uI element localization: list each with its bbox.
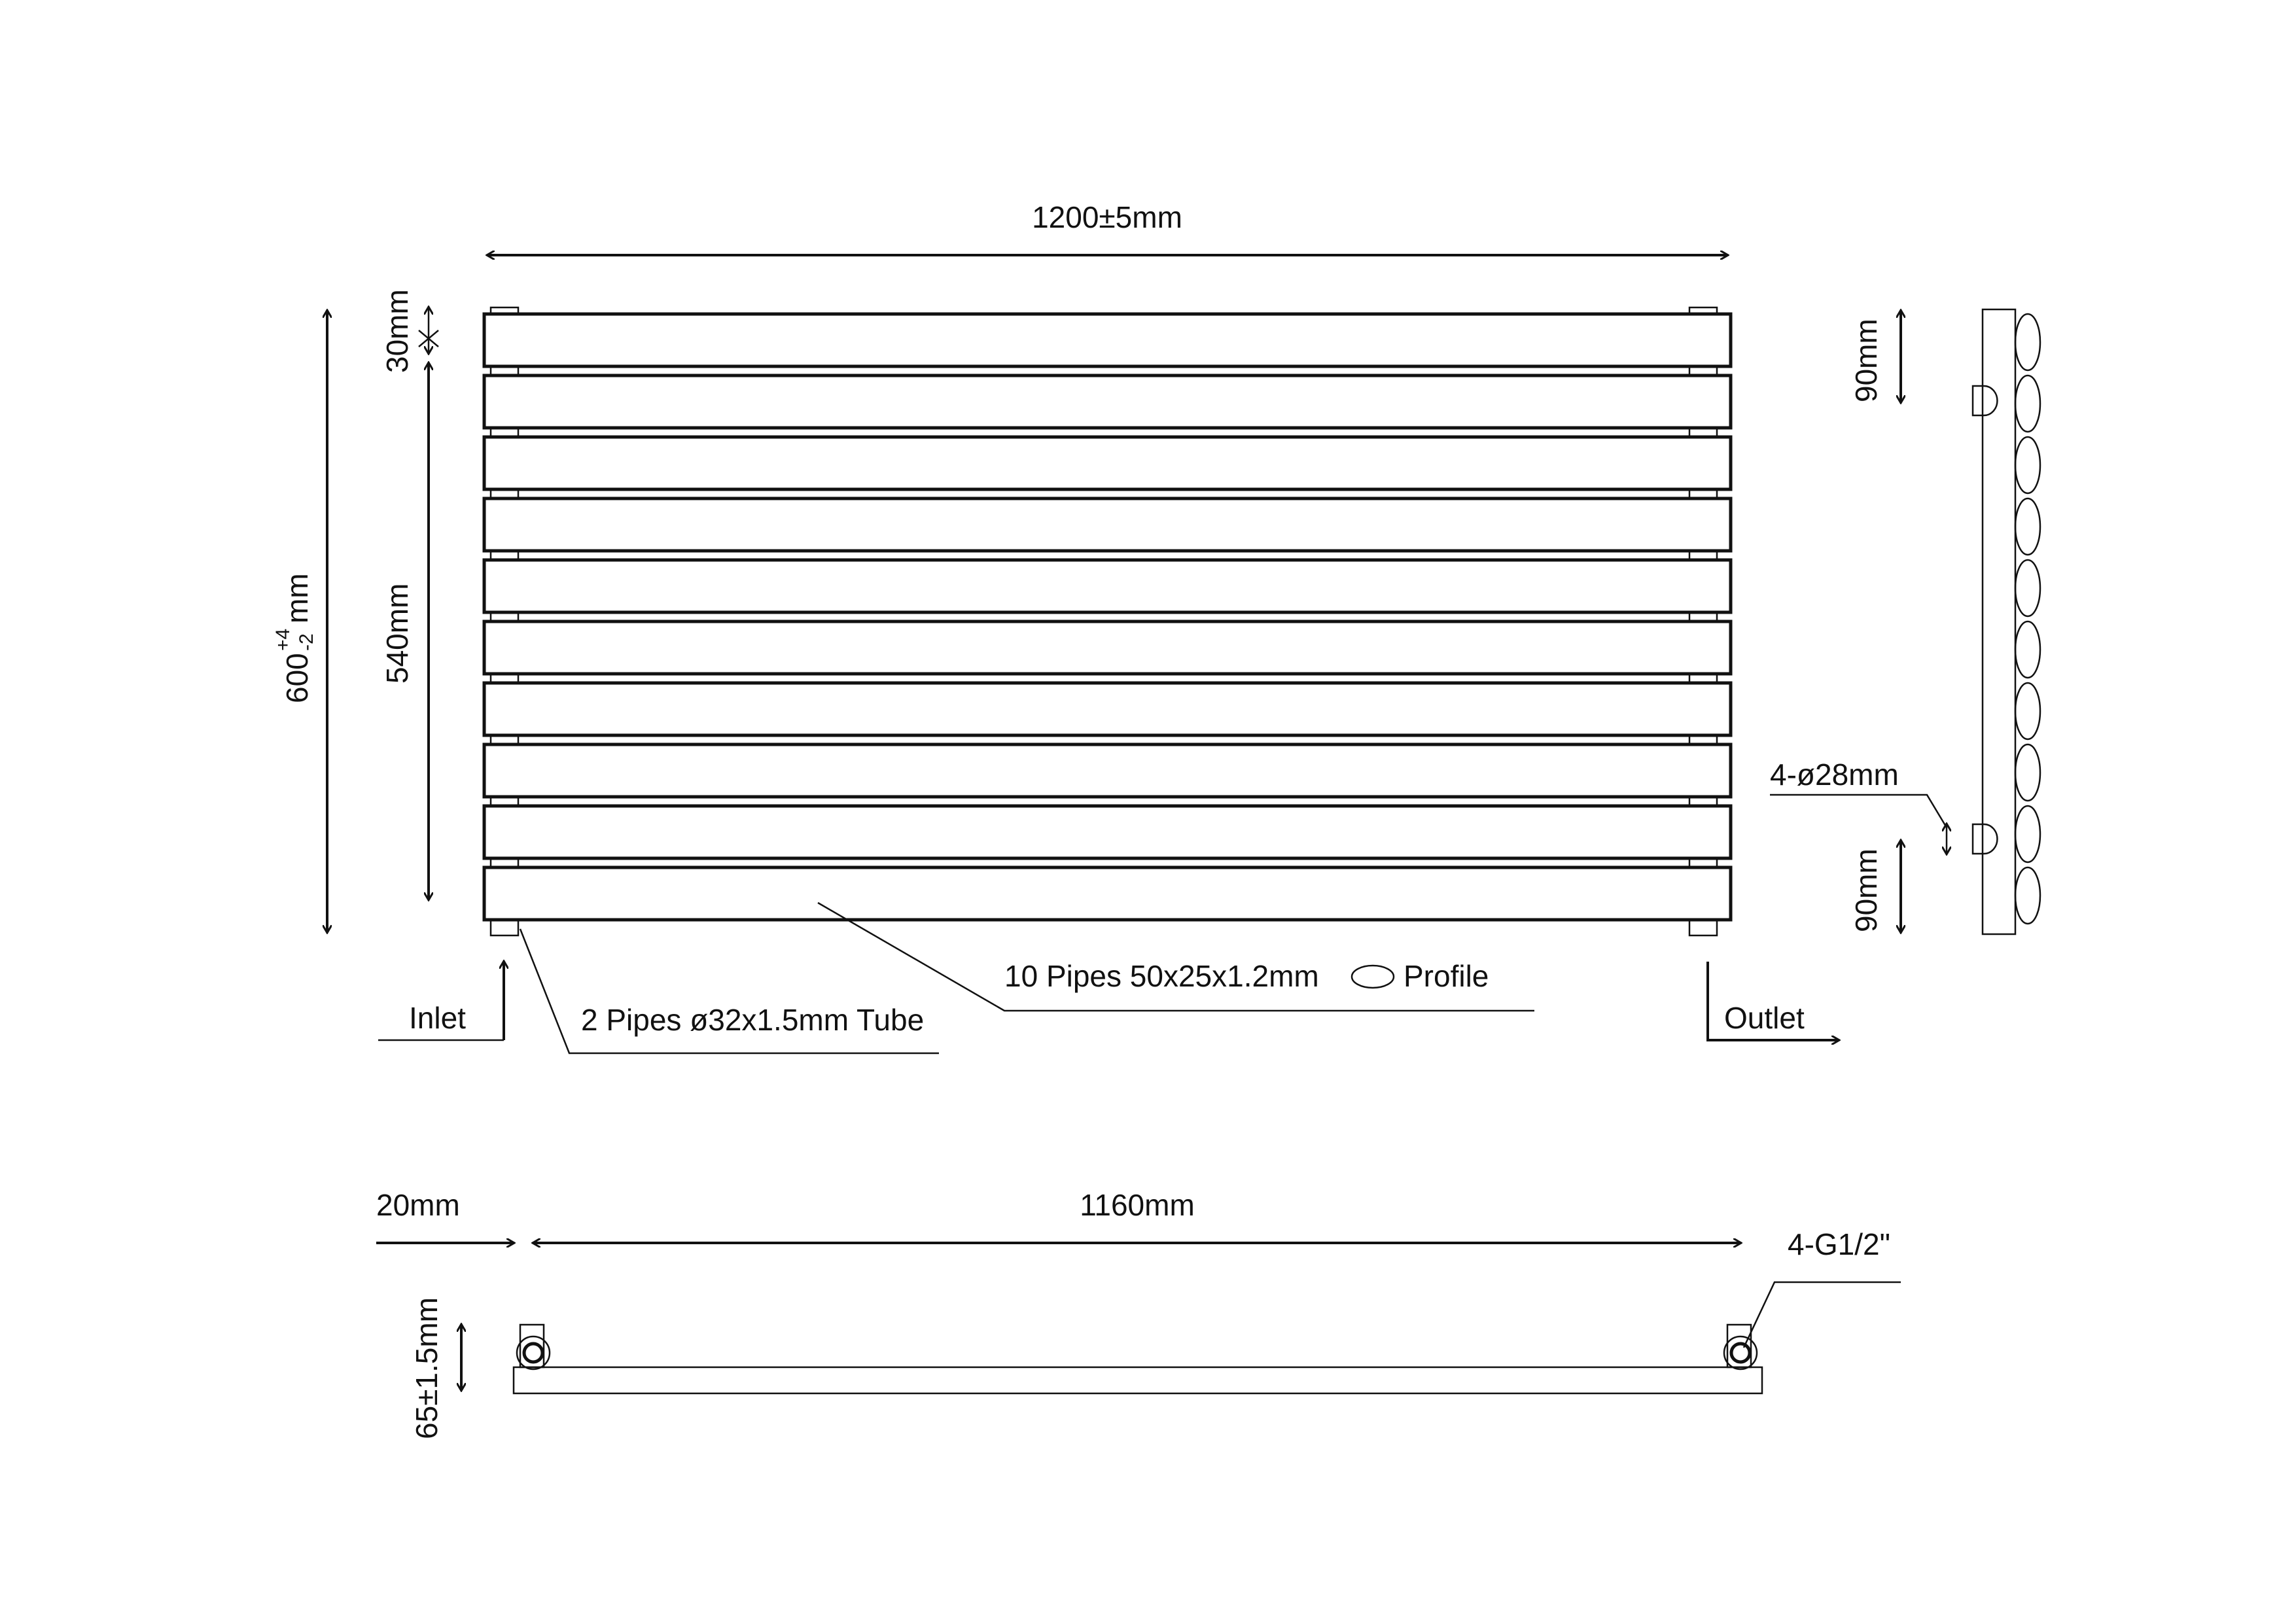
front-view (272, 200, 1839, 1053)
radiator-base-plan (514, 1367, 1762, 1393)
side-pipe-profile (2015, 375, 2040, 432)
connection-label: 4-G1/2" (1788, 1227, 1890, 1261)
side-view (1770, 309, 2040, 934)
horizontal-pipe (484, 437, 1731, 489)
side-pipe-profile (2015, 683, 2040, 739)
oval-profile-icon (1352, 966, 1394, 988)
horizontal-pipe (484, 375, 1731, 428)
side-pipe-profile (2015, 621, 2040, 678)
wall-bracket-bottom (1973, 824, 1997, 854)
top-gap-label: 30mm (380, 289, 414, 373)
horizontal-pipe (484, 683, 1731, 735)
horizontal-pipe (484, 498, 1731, 551)
side-pipe-profile (2015, 867, 2040, 924)
depth-label: 65±1.5mm (410, 1297, 444, 1439)
horizontal-pipe (484, 806, 1731, 858)
centre-label: 540mm (380, 583, 414, 684)
horizontal-pipe (484, 621, 1731, 674)
side-pipe-profile (2015, 314, 2040, 370)
side-pipe-profile (2015, 437, 2040, 493)
side-pipe-profile (2015, 498, 2040, 555)
pipe-group (484, 314, 1731, 920)
side-pipe-profile (2015, 560, 2040, 616)
side-top-offset-label: 90mm (1849, 319, 1883, 402)
horizontal-pipe (484, 744, 1731, 797)
right-connector-inner (1731, 1344, 1750, 1362)
side-pipe-profile (2015, 744, 2040, 801)
horizontal-pipe (484, 867, 1731, 920)
wall-bracket-top (1973, 386, 1997, 415)
height-tolerance-plus: +4 (272, 628, 294, 651)
side-header-tube (1983, 309, 2015, 934)
horizontal-pipe (484, 314, 1731, 366)
height-label-unit: mm (280, 573, 314, 623)
side-pipe-group (2015, 314, 2040, 924)
profile-label: Profile (1404, 959, 1489, 993)
height-label-base: 600 (280, 653, 314, 703)
height-tolerance-minus: -2 (296, 633, 317, 651)
bottom-view (376, 1188, 1901, 1439)
bracket-callout-leader (1770, 795, 1947, 828)
side-bottom-offset-label: 90mm (1849, 848, 1883, 932)
bracket-label: 4-ø28mm (1770, 758, 1899, 792)
connection-callout-leader (1744, 1282, 1901, 1348)
edge-label: 20mm (376, 1188, 460, 1222)
side-pipe-profile (2015, 806, 2040, 862)
width-label: 1200±5mm (1032, 200, 1182, 234)
left-connector-inner (524, 1344, 542, 1362)
inlet-label: Inlet (409, 1001, 466, 1035)
pipe-callout-label: 10 Pipes 50x25x1.2mm (1004, 959, 1319, 993)
horizontal-pipe (484, 560, 1731, 612)
height-label (272, 573, 317, 703)
tube-callout-label: 2 Pipes ø32x1.5mm Tube (581, 1003, 925, 1037)
outlet-label: Outlet (1724, 1001, 1805, 1035)
bottom-centre-label: 1160mm (1080, 1188, 1195, 1222)
